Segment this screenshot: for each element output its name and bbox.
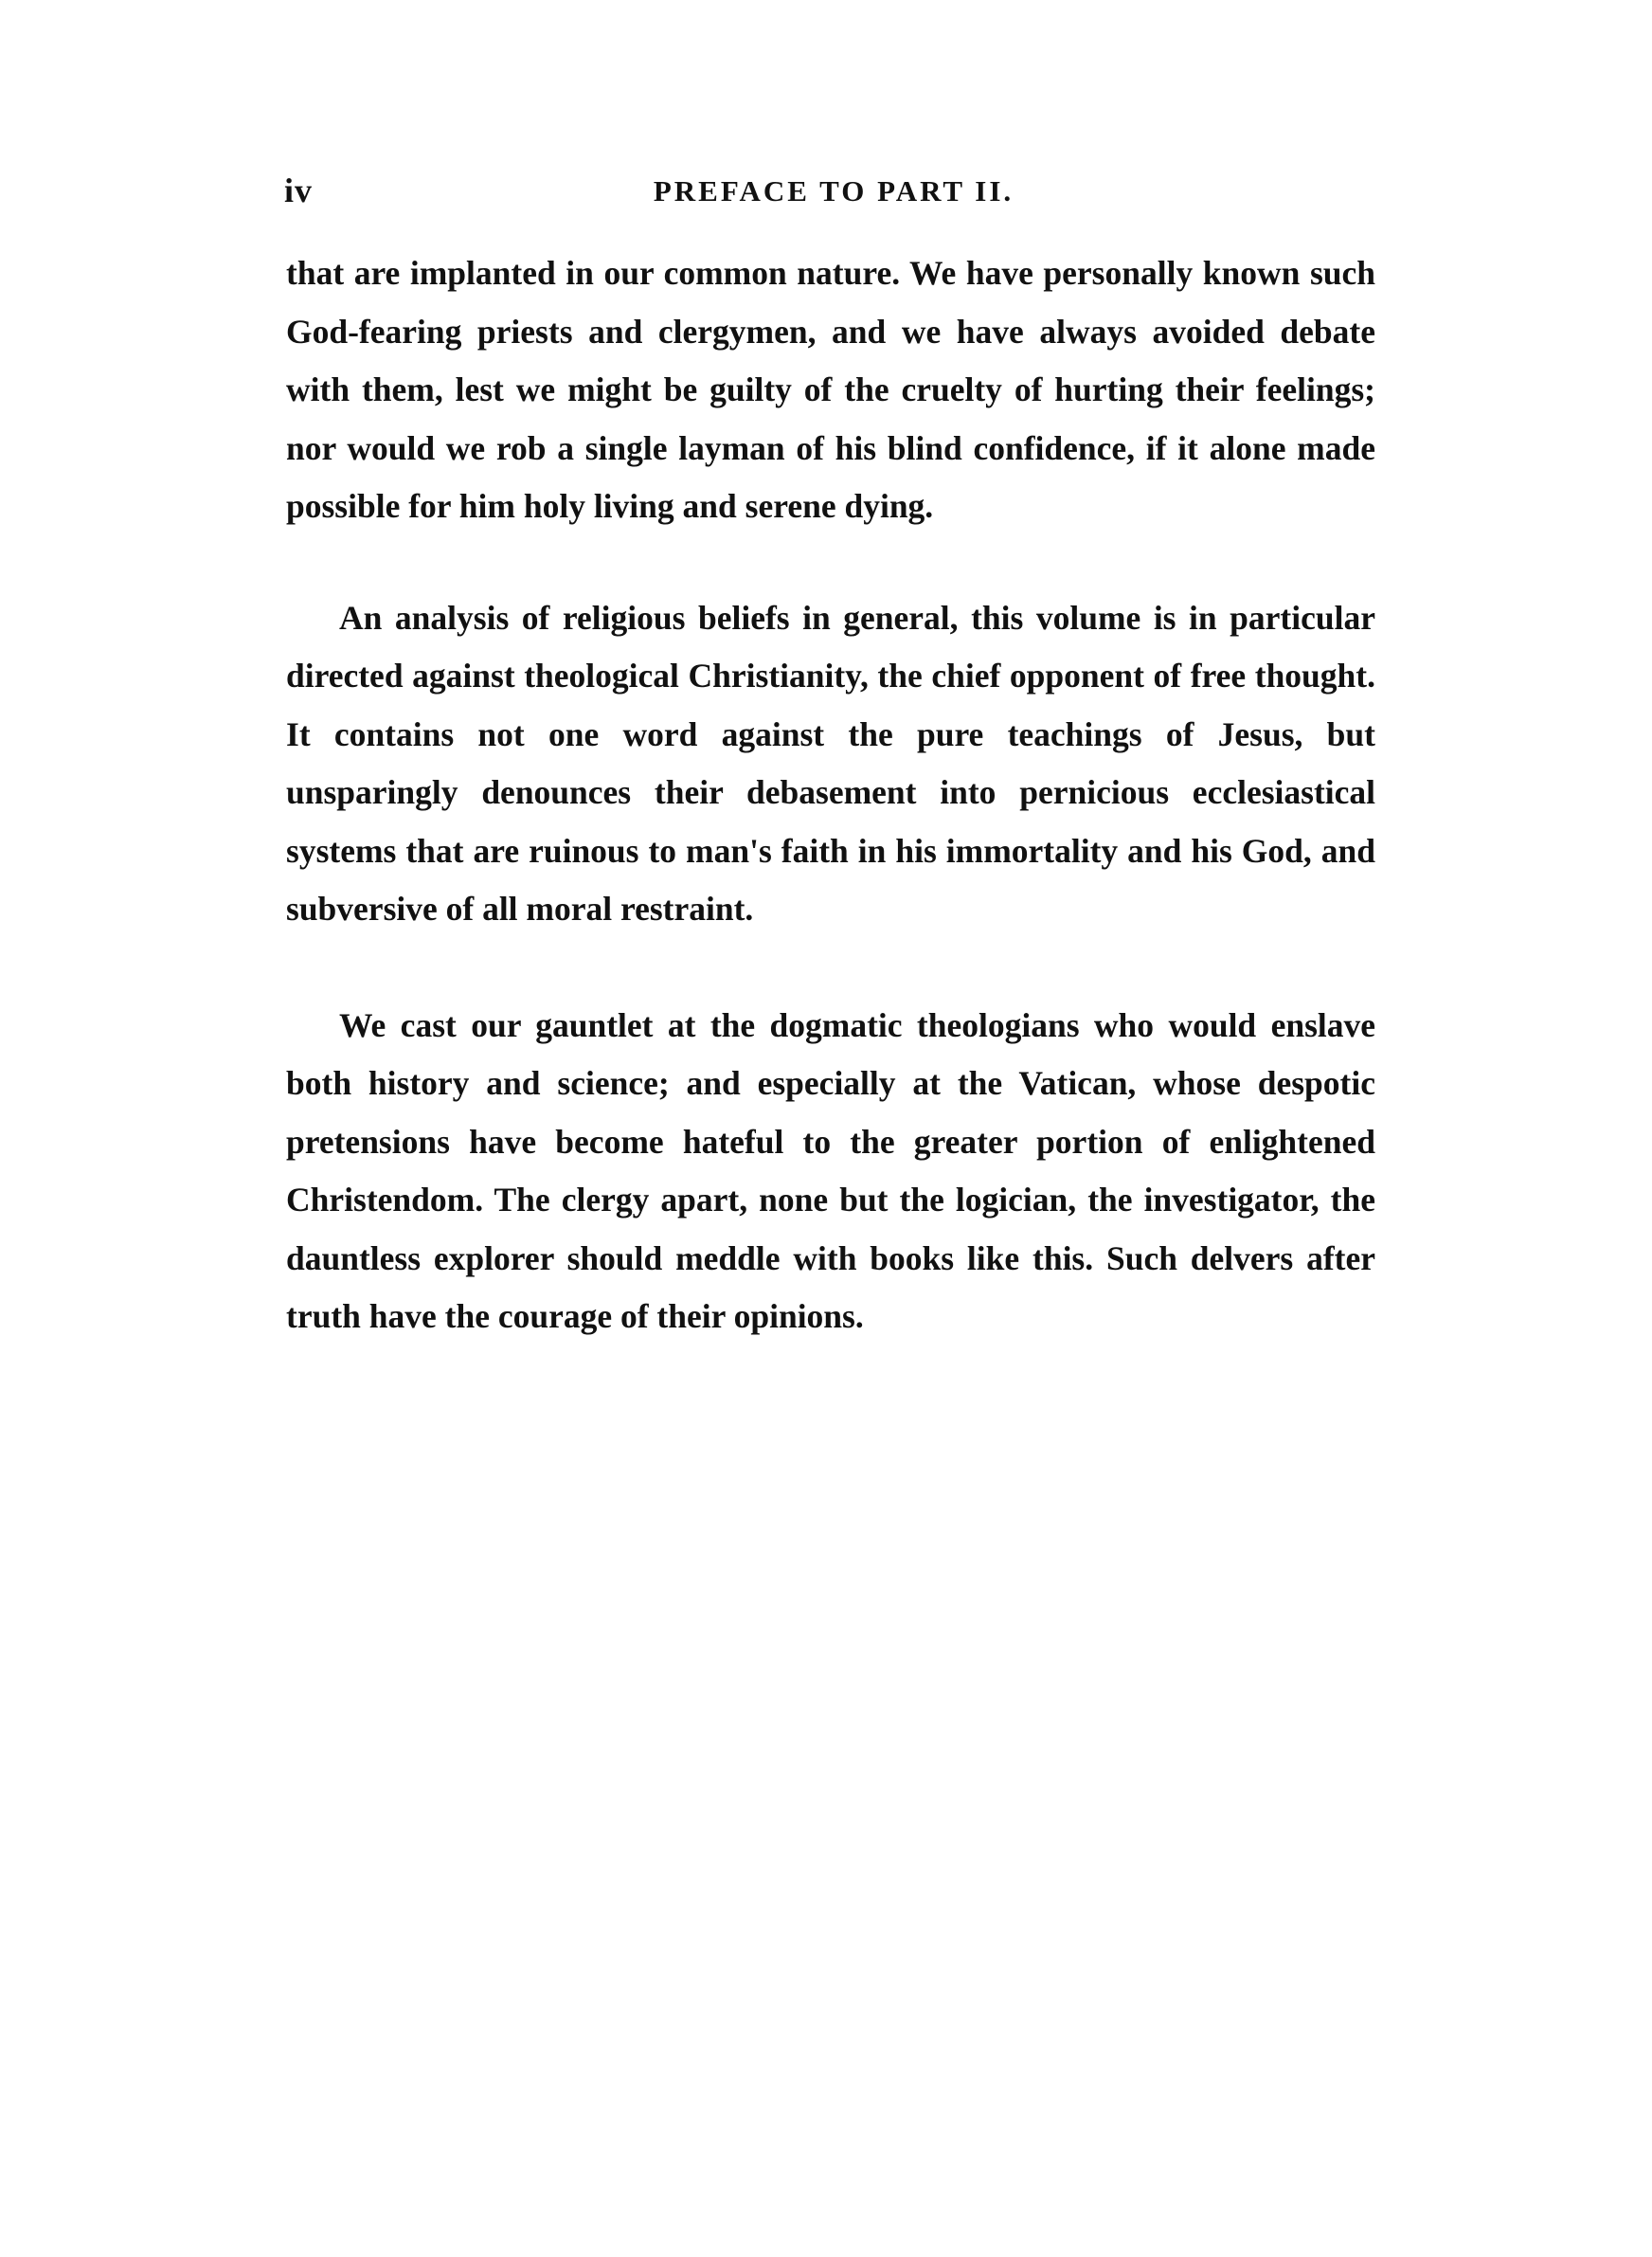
running-head <box>284 171 1383 218</box>
paragraph-gauntlet: We cast our gauntlet at the dogmatic theologians who would enslave both history and science; and especially at the Vatican, whose despotic pretensions have become hateful to the greater portion of enlightened Christendom. The clergy apart, none but the logician, the investigator, the dauntless explorer should meddle with books like this. Such delvers after truth have the courage of their opinions. <box>286 1005 1375 1335</box>
paragraph-analysis: An analysis of religious beliefs in general, this volume is in particular directed against theological Christianity, the chief opponent of free thought. It contains not one word against the pure teachings of Jesus, but unsparingly denounces their debasement into pernicious ecclesiastical systems that are ruinous to man's faith in his immortality and his God, and subversive of all moral restraint. <box>286 598 1375 928</box>
paragraph-continuation: that are implanted in our common nature. We have personally known such God-fearing priests and clergymen, and we have always avoided debate with them, lest we might be guilty of the cruelty of hurting their feelings; nor would we rob a single layman of his blind confidence, if it alone made possible for him holy living and serene dying. <box>286 254 1375 525</box>
page-number: iv <box>284 172 314 209</box>
preface-text <box>286 244 1375 1346</box>
running-title: PREFACE TO PART II. <box>653 174 1015 208</box>
